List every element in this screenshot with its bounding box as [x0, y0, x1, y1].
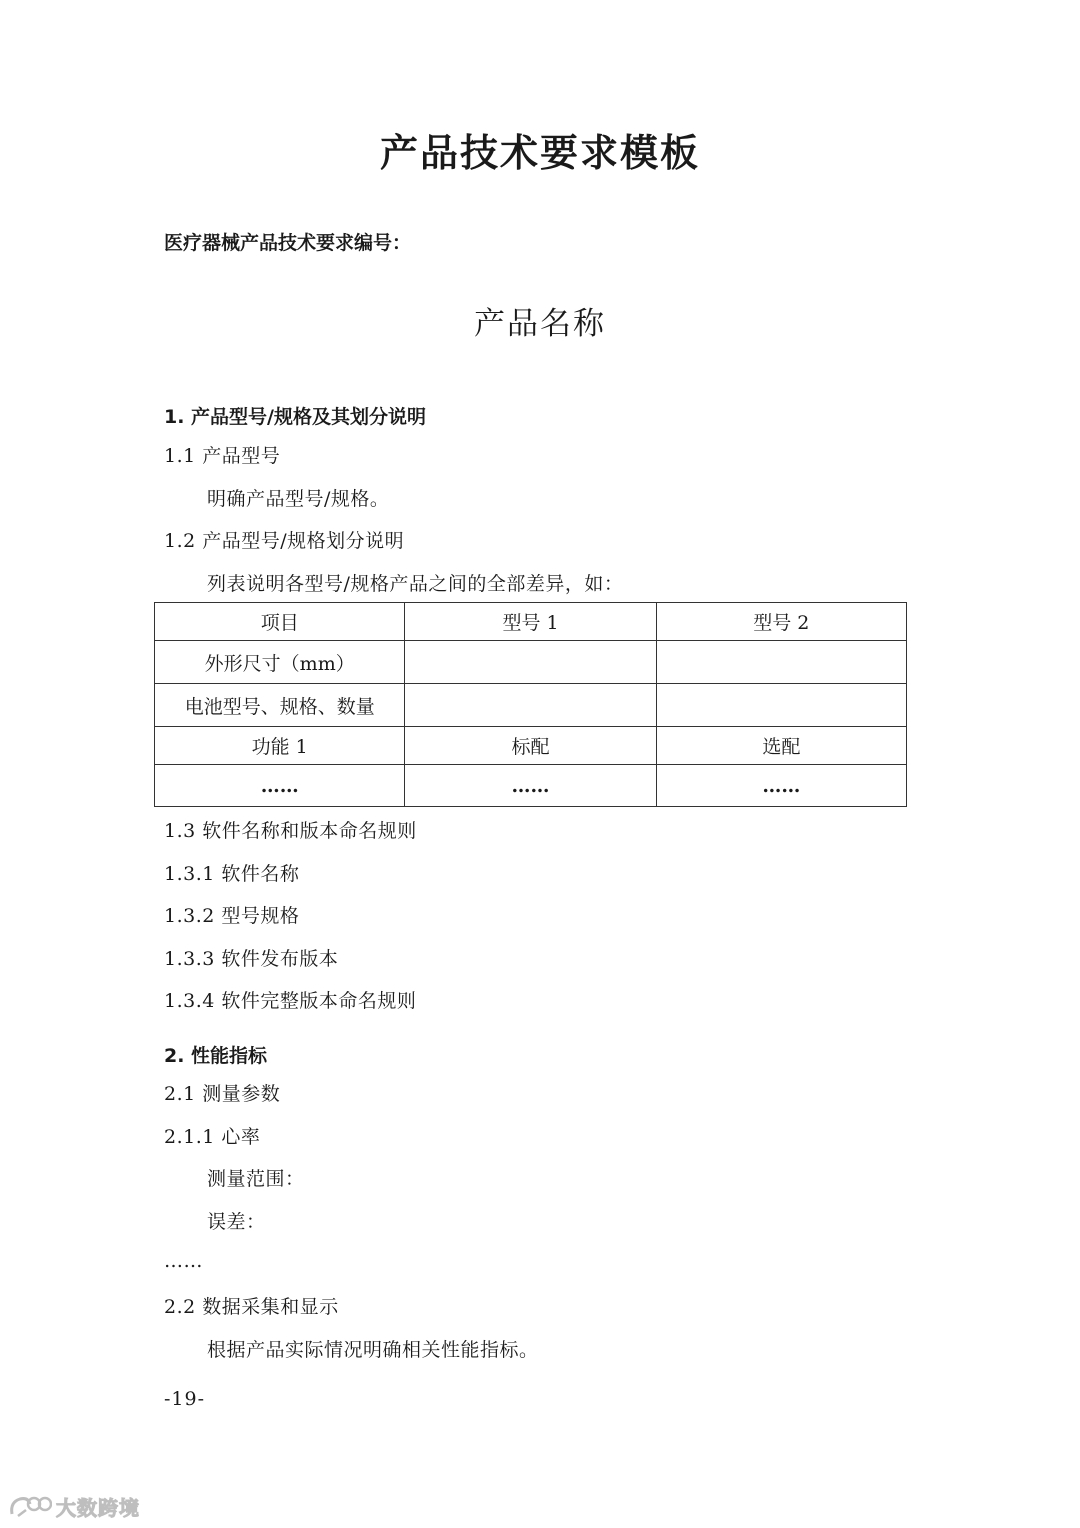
model-comparison-table	[154, 602, 907, 807]
page-number: -19-	[164, 1388, 206, 1410]
table-cell: 外形尺寸（mm）	[155, 641, 405, 684]
table-row	[155, 765, 907, 807]
section-1-1-text: 明确产品型号/规格。	[207, 488, 390, 510]
section-2-1-1-heading: 2.1.1 心率	[164, 1126, 261, 1148]
section-1-2-heading: 1.2 产品型号/规格划分说明	[164, 530, 405, 552]
measurement-range-label: 测量范围：	[207, 1168, 305, 1190]
section-1-3-3-heading: 1.3.3 软件发布版本	[164, 948, 339, 970]
table-cell	[405, 641, 656, 684]
product-name: 产品名称	[474, 306, 606, 342]
section-1-3-4-heading: 1.3.4 软件完整版本命名规则	[164, 990, 417, 1012]
section-2-2-heading: 2.2 数据采集和显示	[164, 1296, 339, 1318]
watermark-text: 大数跨境	[56, 1496, 140, 1520]
table-cell: ……	[155, 765, 405, 807]
table-header-cell: 型号 2	[656, 603, 906, 641]
section-2-2-text: 根据产品实际情况明确相关性能指标。	[207, 1339, 539, 1361]
table-cell: ……	[405, 765, 656, 807]
doc-number-label: 医疗器械产品技术要求编号：	[164, 232, 412, 254]
table-cell	[656, 641, 906, 684]
section-1-3-2-heading: 1.3.2 型号规格	[164, 905, 300, 927]
table-cell: ……	[656, 765, 906, 807]
table-cell	[405, 684, 656, 727]
table-row	[155, 684, 907, 727]
page-title: 产品技术要求模板	[379, 131, 700, 175]
table-cell	[656, 684, 906, 727]
section-1-heading: 1. 产品型号/规格及其划分说明	[164, 406, 426, 428]
table-header-row	[155, 603, 907, 641]
section-1-2-text: 列表说明各型号/规格产品之间的全部差异，如：	[207, 573, 624, 595]
brand-logo-icon	[8, 1494, 52, 1520]
table-row	[155, 641, 907, 684]
table-header-cell: 型号 1	[405, 603, 656, 641]
section-1-3-1-heading: 1.3.1 软件名称	[164, 863, 300, 885]
watermark	[8, 1492, 140, 1521]
error-label: 误差：	[207, 1211, 266, 1233]
section-2-heading: 2. 性能指标	[164, 1045, 268, 1067]
table-row	[155, 727, 907, 765]
ellipsis-text: ……	[164, 1250, 203, 1272]
table-cell: 电池型号、规格、数量	[155, 684, 405, 727]
table-header-cell: 项目	[155, 603, 405, 641]
table-cell: 功能 1	[155, 727, 405, 765]
table-cell: 选配	[656, 727, 906, 765]
section-2-1-heading: 2.1 测量参数	[164, 1083, 281, 1105]
section-1-1-heading: 1.1 产品型号	[164, 445, 281, 467]
table-cell: 标配	[405, 727, 656, 765]
section-1-3-heading: 1.3 软件名称和版本命名规则	[164, 820, 417, 842]
